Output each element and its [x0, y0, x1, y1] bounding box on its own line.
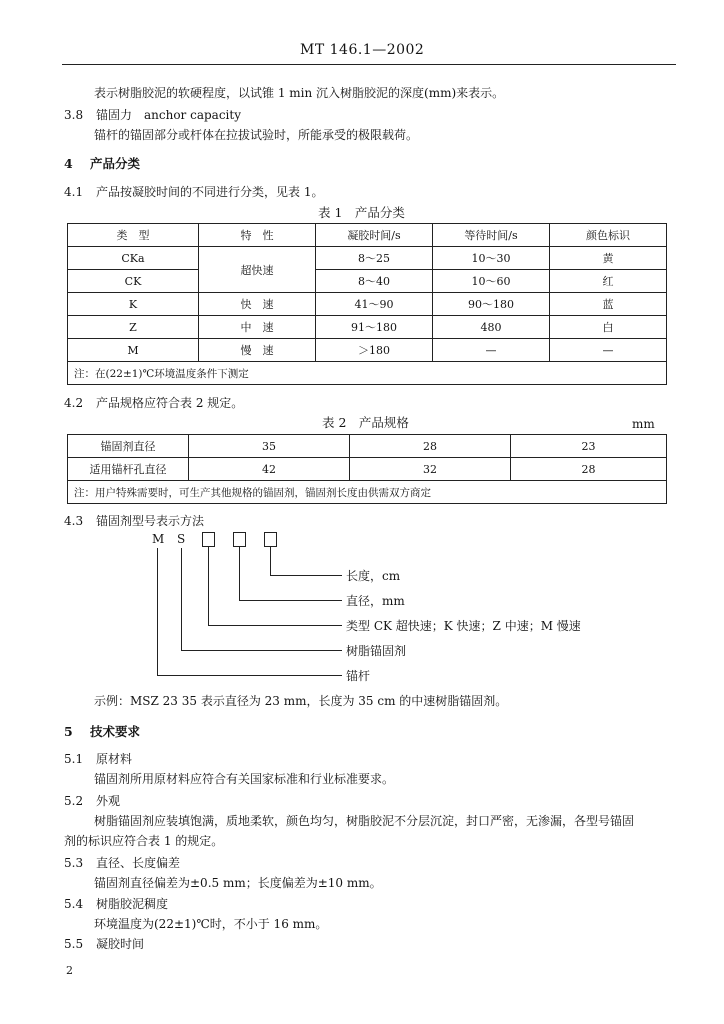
section-5-1-title: 原材料 [96, 752, 133, 766]
table-2-note-row [68, 481, 667, 504]
section-4-1-number: 4.1 [64, 185, 84, 199]
table-cell: 41～90 [316, 293, 433, 316]
table-row [68, 339, 667, 362]
section-5-1-number: 5.1 [64, 752, 84, 766]
label-length: 长度，cm [346, 569, 401, 583]
section-4-2-body: 产品规格应符合表 2 规定。 [96, 396, 244, 410]
table-cell: 91～180 [316, 316, 433, 339]
table-row [68, 316, 667, 339]
table-cell: 超快速 [199, 247, 316, 293]
leader-line [157, 548, 158, 675]
label-diameter: 直径，mm [346, 594, 405, 608]
section-4-2-number: 4.2 [64, 396, 84, 410]
header-rule [62, 64, 676, 65]
section-4-3-number: 4.3 [64, 514, 84, 528]
table-cell: 蓝 [550, 293, 667, 316]
section-5-1-body: 锚固剂所用原材料应符合有关国家标准和行业标准要求。 [94, 772, 395, 786]
table-1-header-cell: 类 型 [68, 224, 199, 247]
leader-line [181, 650, 342, 651]
table-row [68, 458, 667, 481]
table-cell: ＞180 [316, 339, 433, 362]
table-1-header-cell: 凝胶时间/s [316, 224, 433, 247]
table-cell: 42 [189, 458, 350, 481]
table-2-unit: mm [632, 417, 655, 431]
leader-line [208, 547, 209, 625]
table-cell: — [433, 339, 550, 362]
table-1-note: 注：在(22±1)℃环境温度条件下测定 [68, 362, 667, 385]
table-cell: 28 [511, 458, 667, 481]
section-3-8-number: 3.8 [64, 108, 84, 122]
table-cell: 快 速 [199, 293, 316, 316]
table-cell: 10～60 [433, 270, 550, 293]
table-row [68, 270, 667, 293]
diameter-box [233, 532, 246, 547]
table-row [68, 435, 667, 458]
length-box [264, 532, 277, 547]
designation-letter-m: M [152, 532, 165, 546]
table-cell: 慢 速 [199, 339, 316, 362]
leader-line [239, 547, 240, 600]
table-cell: K [68, 293, 199, 316]
table-cell: 28 [350, 435, 511, 458]
leader-line [157, 675, 342, 676]
table-cell: 90～180 [433, 293, 550, 316]
table-cell: 8～25 [316, 247, 433, 270]
page-number: 2 [66, 964, 73, 977]
designation-example: 示例：MSZ 23 35 表示直径为 23 mm，长度为 35 cm 的中速树脂锚固剂。 [94, 694, 508, 708]
table-cell: 锚固剂直径 [68, 435, 189, 458]
section-5-3-title: 直径、长度偏差 [96, 856, 181, 870]
section-5-4-number: 5.4 [64, 897, 84, 911]
section-5-2-body-line-1: 树脂锚固剂应装填饱满，质地柔软，颜色均匀，树脂胶泥不分层沉淀，封口严密，无渗漏，各型号锚固 [94, 814, 635, 828]
section-5-3-body: 锚固剂直径偏差为±0.5 mm；长度偏差为±10 mm。 [94, 876, 382, 890]
section-5-4-body: 环境温度为(22±1)℃时，不小于 16 mm。 [94, 917, 328, 931]
section-5-number: 5 [64, 724, 73, 739]
table-1-note-row [68, 362, 667, 385]
section-4-1-body: 产品按凝胶时间的不同进行分类，见表 1。 [96, 185, 324, 199]
table-row [68, 247, 667, 270]
leader-line [270, 547, 271, 575]
label-type: 类型 CK 超快速；K 快速；Z 中速；M 慢速 [346, 619, 581, 633]
table-cell: 红 [550, 270, 667, 293]
table-cell: 10～30 [433, 247, 550, 270]
section-5-2-number: 5.2 [64, 794, 84, 808]
section-5-5-number: 5.5 [64, 937, 84, 951]
section-5-title: 技术要求 [90, 724, 141, 739]
table-cell: 480 [433, 316, 550, 339]
table-2-note: 注：用户特殊需要时，可生产其他规格的锚固剂，锚固剂长度由供需双方商定 [68, 481, 667, 504]
type-box [202, 532, 215, 547]
section-5-5-title: 凝胶时间 [96, 937, 145, 951]
table-cell: 黄 [550, 247, 667, 270]
section-5-3-number: 5.3 [64, 856, 84, 870]
table-1-header-row [68, 224, 667, 247]
table-cell: Z [68, 316, 199, 339]
table-cell: CK [68, 270, 199, 293]
leader-line [208, 625, 342, 626]
intro-line: 表示树脂胶泥的软硬程度，以试锥 1 min 沉入树脂胶泥的深度(mm)来表示。 [94, 86, 505, 100]
designation-letter-s: S [177, 532, 186, 546]
leader-line [270, 575, 342, 576]
table-cell: 35 [189, 435, 350, 458]
document-header: MT 146.1—2002 [300, 42, 425, 58]
table-2 [67, 434, 667, 504]
table-cell: 白 [550, 316, 667, 339]
table-1 [67, 223, 667, 385]
table-cell: 适用锚杆孔直径 [68, 458, 189, 481]
leader-line [181, 548, 182, 650]
table-cell: 8～40 [316, 270, 433, 293]
section-5-4-title: 树脂胶泥稠度 [96, 897, 169, 911]
section-3-8-title: 锚固力 anchor capacity [96, 108, 241, 122]
section-5-2-body-line-2: 剂的标识应符合表 1 的规定。 [64, 834, 224, 848]
table-1-caption: 表 1 产品分类 [318, 205, 405, 220]
table-row [68, 293, 667, 316]
section-3-8-body: 锚杆的锚固部分或杆体在拉拔试验时，所能承受的极限载荷。 [94, 128, 419, 142]
section-4-number: 4 [64, 156, 73, 171]
table-cell: 32 [350, 458, 511, 481]
table-1-header-cell: 颜色标识 [550, 224, 667, 247]
table-2-caption: 表 2 产品规格 [322, 415, 409, 430]
section-4-3-title: 锚固剂型号表示方法 [96, 514, 205, 528]
table-cell: CKa [68, 247, 199, 270]
section-4-title: 产品分类 [90, 156, 141, 171]
table-cell: — [550, 339, 667, 362]
table-1-header-cell: 特 性 [199, 224, 316, 247]
label-resin-anchoring-agent: 树脂锚固剂 [346, 644, 407, 658]
table-cell: M [68, 339, 199, 362]
table-1-header-cell: 等待时间/s [433, 224, 550, 247]
table-cell: 中 速 [199, 316, 316, 339]
leader-line [239, 600, 342, 601]
table-cell: 23 [511, 435, 667, 458]
section-5-2-title: 外观 [96, 794, 121, 808]
label-anchor-bolt: 锚杆 [346, 669, 371, 683]
